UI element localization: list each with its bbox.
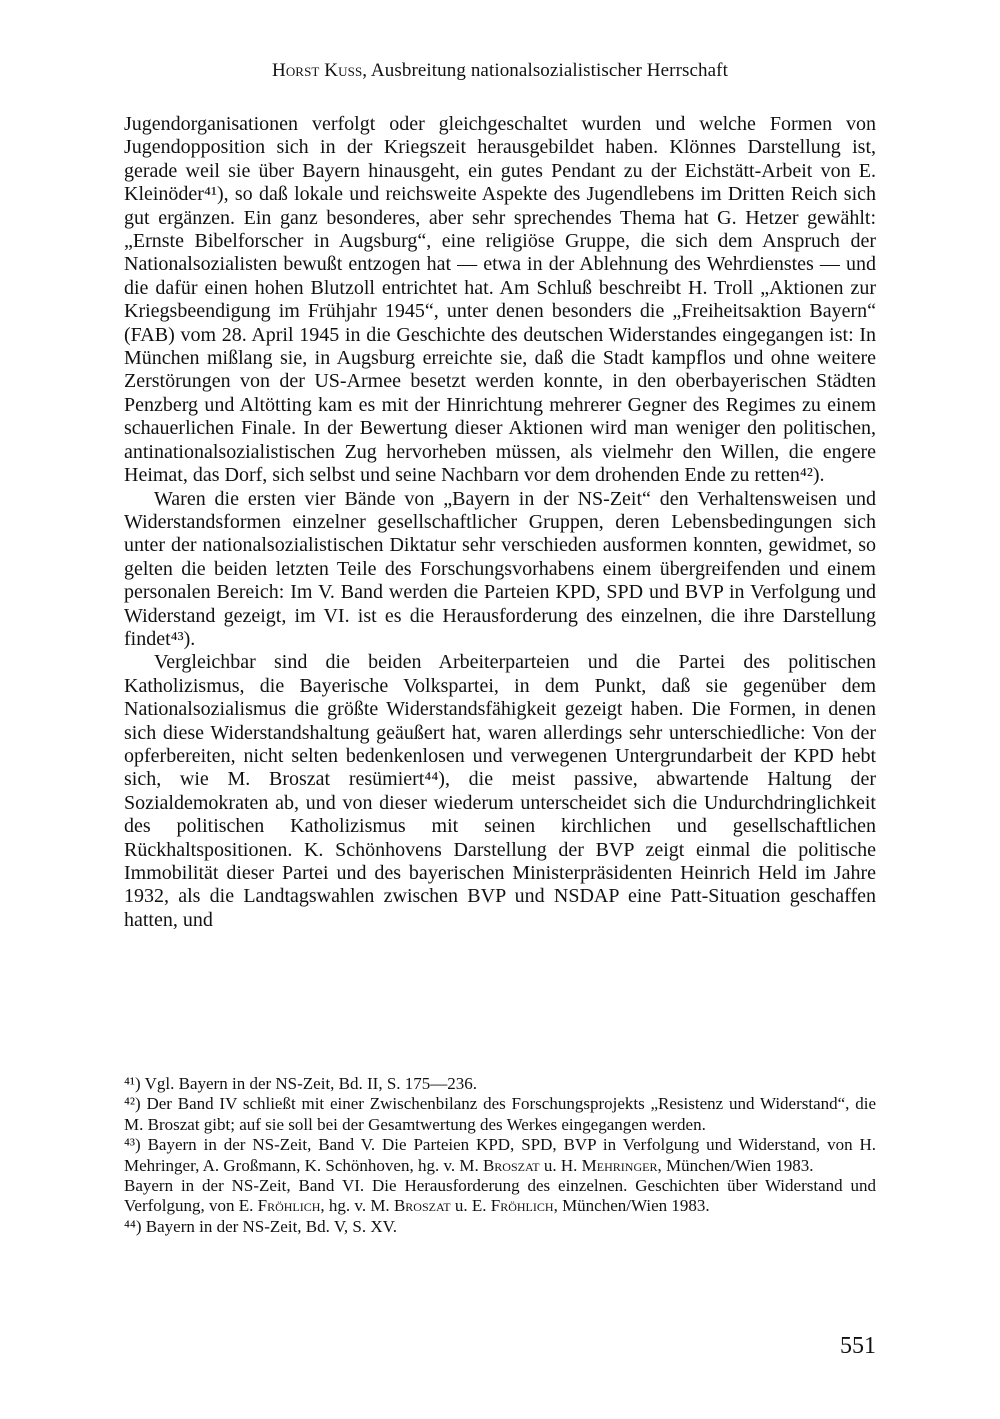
- page-number: 551: [840, 1333, 876, 1359]
- footnote-42: ⁴²) Der Band IV schließt mit einer Zwischenbilanz des Forschungsprojekts „Resistenz und Widerstand“, die M. Broszat gibt; auf sie soll bei der Gesamtwertung des Werkes eingegangen werden.: [124, 1094, 876, 1134]
- paragraph-1: Jugendorganisationen verfolgt oder gleichgeschaltet wurden und welche Formen von Jugendopposition sich in der Kriegszeit herausgebildet haben. Klönnes Darstellung ist, gerade weil sie über Bayern hinausgeht, ein gutes Pendant zu der Eichstätt-Arbeit von E. Kleinöder⁴¹), so daß lokale und reichsweite Aspekte des Jugendlebens im Dritten Reich sich gut ergänzen. Ein ganz besonderes, aber sehr sprechendes Thema hat G. Hetzer gewählt: „Ernste Bibelforscher in Augsburg“, eine religiöse Gruppe, die sich dem Anspruch der Nationalsozialisten bewußt entzogen hat — etwa in der Ablehnung des Wehrdienstes — und die dafür einen hohen Blutzoll entrichtet hat. Am Schluß beschreibt H. Troll „Aktionen zur Kriegsbeendigung im Frühjahr 1945“, unter denen besonders die „Freiheitsaktion Bayern“ (FAB) vom 28. April 1945 in die Geschichte des deutschen Widerstandes eingegangen ist: In München mißlang sie, in Augsburg erreichte sie, daß die Stadt kampflos und ohne weitere Zerstörungen von der US-Armee besetzt werden konnte, in den oberbayerischen Städten Penzberg und Altötting kam es mit der Hinrichtung mehrerer Gegner des Regimes zu einem schauerlichen Finale. In der Bewertung dieser Aktionen wird man weniger den politischen, antinationalsozialistischen Zug hervorheben müssen, als vielmehr den Willen, die engere Heimat, das Dorf, sich selbst und seine Nachbarn vor dem drohenden Ende zu retten⁴²).: [124, 113, 876, 487]
- footnote-41: ⁴¹) Vgl. Bayern in der NS-Zeit, Bd. II, S. 175—236.: [124, 1074, 478, 1093]
- footnote-text: , München/Wien 1983.: [657, 1155, 814, 1175]
- author-name: Mehringer: [581, 1155, 658, 1175]
- footnote-43: [124, 1135, 876, 1176]
- author-name: Fröhlich: [257, 1196, 321, 1216]
- footnote-text: u. E.: [450, 1196, 491, 1216]
- footnote-text: , München/Wien 1983.: [553, 1196, 710, 1216]
- paragraph-3: Vergleichbar sind die beiden Arbeiterparteien und die Partei des politischen Katholizismus, die Bayerische Volkspartei, in dem Punkt, daß sie gegenüber dem Nationalsozialismus die größte Widerstandsfähigkeit gezeigt haben. Die Formen, in denen sich diese Widerstandshaltung geäußert hat, waren allerdings sehr unterschiedliche: Von der opferbereiten, nicht selten bedenkenlosen und verwegenen Untergrundarbeit der KPD hebt sich, wie M. Broszat resümiert⁴⁴), die meist passive, abwartende Haltung der Sozialdemokraten ab, und von dieser wiederum unterscheidet sich die Undurchdringlichkeit des politischen Katholizismus mit seinen kirchlichen und gesellschaftlichen Rückhaltspositionen. K. Schönhovens Darstellung der BVP zeigt einmal die politische Immobilität dieser Partei und des bayerischen Ministerpräsidenten Heinrich Held im Jahre 1932, als die Landtagswahlen zwischen BVP und NSDAP eine Patt-Situation geschaffen hatten, und: [124, 651, 876, 931]
- footnote-text: ⁴³) Bayern in der NS-Zeit, Band V. Die Parteien KPD, SPD, BVP in Verfolgung und Widerstand, von H. Mehringer, A. Großmann, K. Schönhoven, hg. v. M.: [124, 1135, 876, 1175]
- body-text: [124, 113, 876, 932]
- footnotes: [124, 1074, 876, 1237]
- header-author: Horst Kuss: [272, 60, 363, 81]
- footnote-44: ⁴⁴) Bayern in der NS-Zeit, Bd. V, S. XV.: [124, 1216, 397, 1236]
- author-name: Broszat: [482, 1155, 540, 1175]
- author-name: Fröhlich: [490, 1196, 554, 1216]
- footnote-43-continued: [124, 1176, 876, 1217]
- footnote-text: , hg. v. M.: [320, 1196, 394, 1216]
- running-head: [124, 60, 876, 82]
- author-name: Broszat: [393, 1196, 451, 1216]
- header-title: , Ausbreitung nationalsozialistischer Herrschaft: [362, 60, 728, 81]
- paragraph-2: Waren die ersten vier Bände von „Bayern in der NS-Zeit“ den Verhaltensweisen und Widerstandsformen einzelner gesellschaftlicher Gruppen, deren Lebensbedingungen sich unter der nationalsozialistischen Diktatur sehr verschieden ausformen konnten, gewidmet, so gelten die beiden letzten Teile des Forschungsvorhabens einem übergreifenden und einem personalen Bereich: Im V. Band werden die Parteien KPD, SPD und BVP in Verfolgung und Widerstand gezeigt, im VI. ist es die Herausforderung des einzelnen, die ihre Darstellung findet⁴³).: [124, 487, 876, 650]
- footnote-text: Bayern in der NS-Zeit, Band VI. Die Herausforderung des einzelnen. Geschichten über Widerstand und Verfolgung, von E.: [124, 1176, 876, 1216]
- footnote-text: u. H.: [539, 1155, 582, 1175]
